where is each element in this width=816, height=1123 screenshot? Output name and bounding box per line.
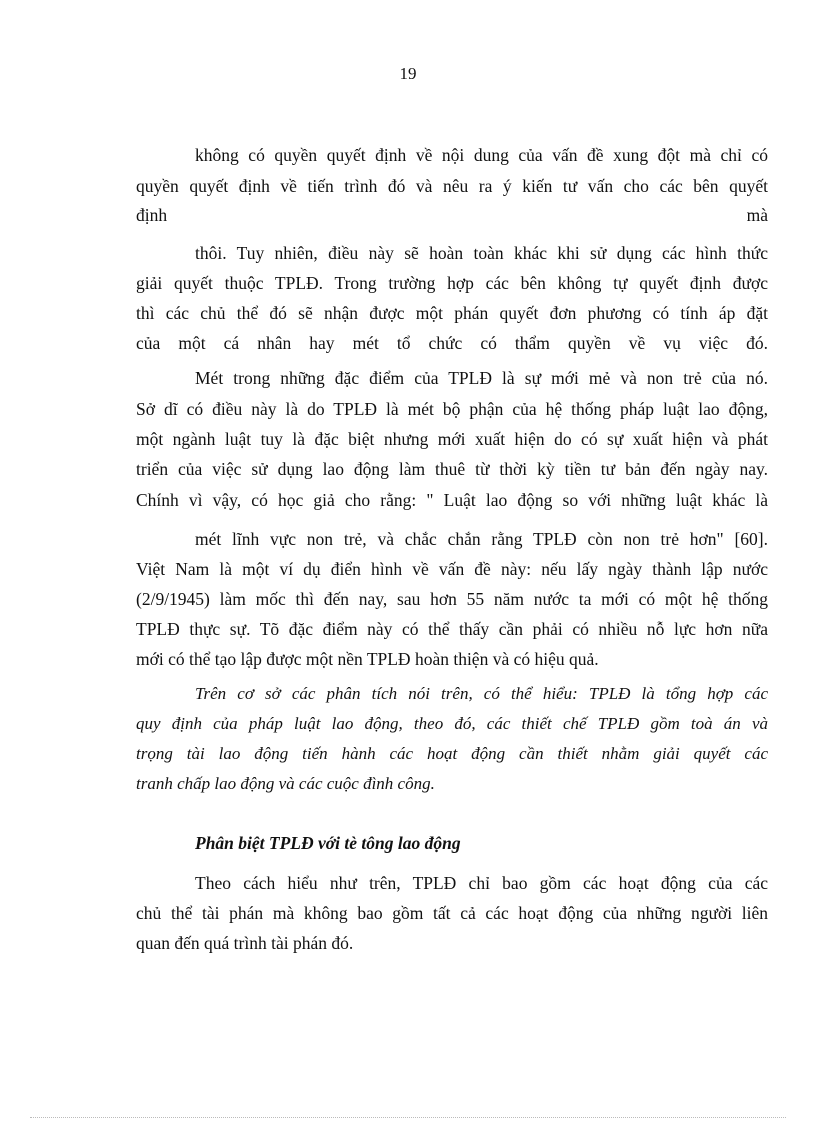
text-line: (2/9/1945) làm mốc thì đến nay, sau hơn 55 năm nước ta mới có một hệ thống — [136, 589, 768, 609]
definition-line: tranh chấp lao động và các cuộc đình công. — [136, 774, 435, 793]
definition-line: quy định của pháp luật lao động, theo đó, các thiết chế TPLĐ gồm toà án và — [136, 714, 768, 733]
text-line: triển của việc sử dụng lao động làm thuê từ thời kỳ tiền tư bản đến ngày nay. — [136, 459, 768, 479]
text-line: của một cá nhân hay mét tổ chức có thẩm quyền về vụ việc đó. — [136, 333, 768, 353]
page-bottom-divider — [30, 1117, 786, 1118]
text-line: giải quyết thuộc TPLĐ. Trong trường hợp các bên không tự quyết định được — [136, 273, 768, 293]
section-heading: Phân biệt TPLĐ với tè tông lao động — [195, 833, 461, 853]
text-line: Theo cách hiểu như trên, TPLĐ chỉ bao gồm các hoạt động của các — [195, 873, 768, 893]
text-line: một ngành luật tuy là đặc biệt nhưng mới xuất hiện do có sự xuất hiện và phát — [136, 429, 768, 449]
text-line: Chính vì vậy, có học giả cho rằng: " Luật lao động so với những luật khác là — [136, 490, 768, 510]
text-line: Việt Nam là một ví dụ điển hình về vấn đề này: nếu lấy ngày thành lập nước — [136, 559, 768, 579]
text-line: thì các chủ thể đó sẽ nhận được một phán quyết đơn phương có tính áp đặt — [136, 303, 768, 323]
text-line: thôi. Tuy nhiên, điều này sẽ hoàn toàn khác khi sử dụng các hình thức — [195, 243, 768, 263]
definition-line: Trên cơ sở các phân tích nói trên, có thể hiểu: TPLĐ là tổng hợp các — [195, 684, 768, 703]
text-line: quan đến quá trình tài phán đó. — [136, 933, 354, 953]
text-line: mét lĩnh vực non trẻ, và chắc chắn rằng TPLĐ còn non trẻ hơn" [60]. — [195, 529, 768, 549]
text-line: định mà — [136, 205, 768, 225]
text-line: Mét trong những đặc điểm của TPLĐ là sự mới mẻ và non trẻ của nó. — [195, 368, 768, 388]
definition-line: trọng tài lao động tiến hành các hoạt động cần thiết nhằm giải quyết các — [136, 744, 768, 763]
text-line: TPLĐ thực sự. Tõ đặc điểm này có thể thấy cần phải có nhiều nỗ lực hơn nữa — [136, 619, 768, 639]
text-line: mới có thể tạo lập được một nền TPLĐ hoàn thiện và có hiệu quả. — [136, 649, 599, 669]
text-line: quyền quyết định về tiến trình đó và nêu ra ý kiến tư vấn cho các bên quyết — [136, 176, 768, 196]
page-number: 19 — [399, 64, 417, 83]
text-line: chủ thể tài phán mà không bao gồm tất cả các hoạt động của những người liên — [136, 903, 768, 923]
text-line: không có quyền quyết định về nội dung của vấn đề xung đột mà chỉ có — [195, 145, 768, 165]
text-line: Sở dĩ có điều này là do TPLĐ là mét bộ phận của hệ thống pháp luật lao động, — [136, 399, 768, 419]
